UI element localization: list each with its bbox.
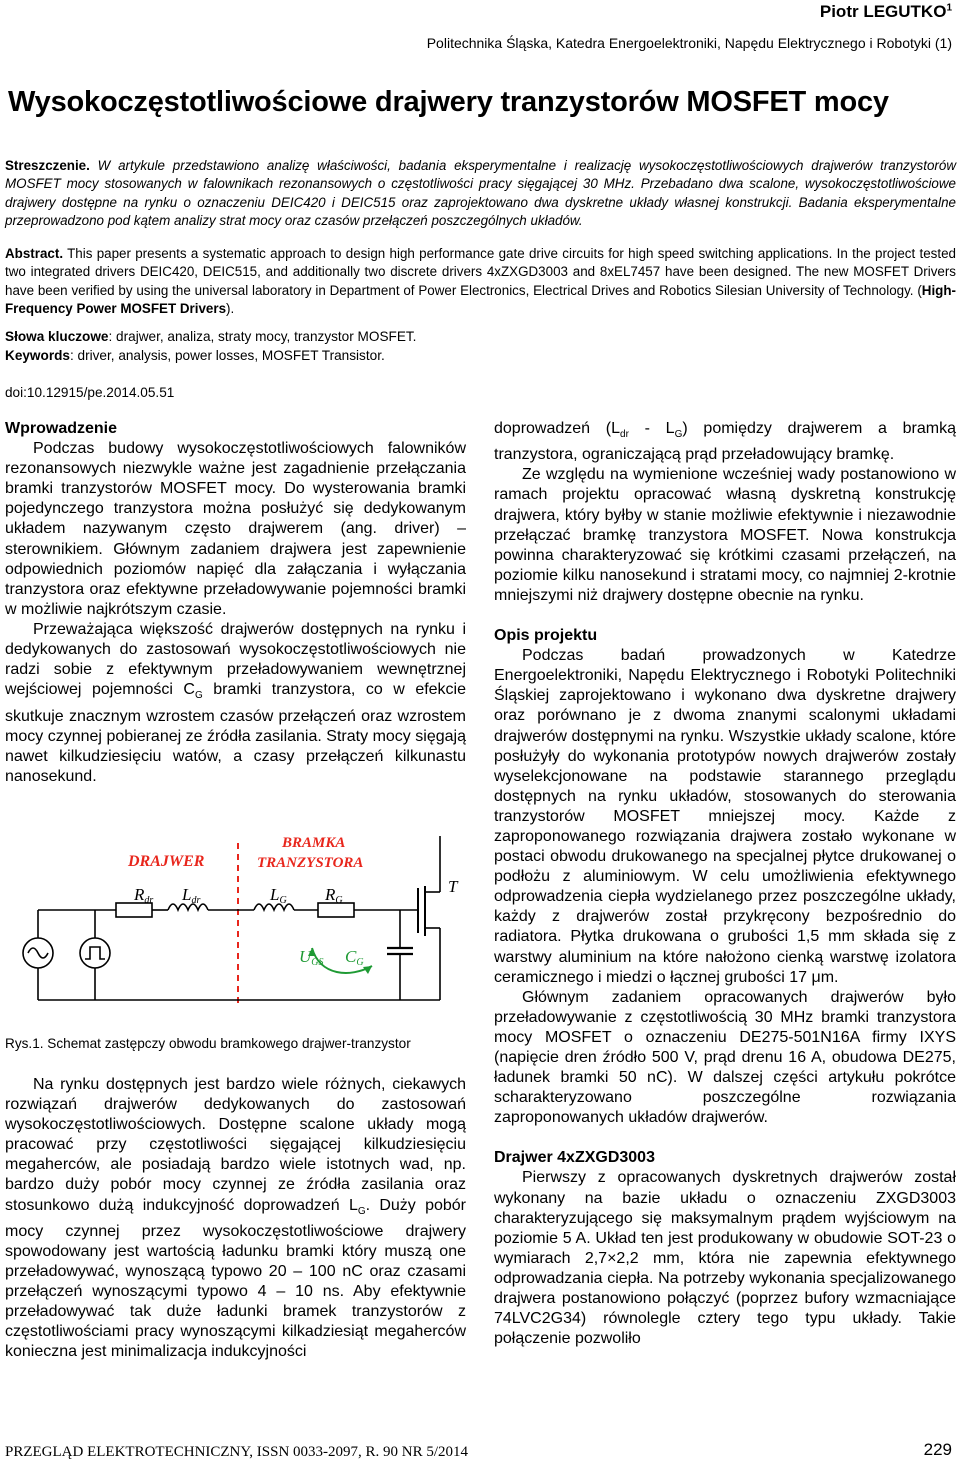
section-heading-opis: Opis projektu (494, 627, 598, 645)
label-tranzystora: TRANZYSTORA (257, 855, 364, 871)
paragraph-opis-1: Podczas badań prowadzonych w Katedrze Energoelektroniki, Napędu Elektrycznego i Robotyki Politechniki Śląskiej zaprojektowano i wykonano dwa dyskretne drajwery oraz porównano je z dwoma znanymi scalonymi układami drajwerów dostępnymi na rynku. Wszystkie układy scalone, które posłużyły do wykonania prototypów nowych drajwerów zostały wyselekcjonowane na podstawie starannego przeglądu dostępnych na rynku układów, stosowanych do sterowania tranzystorów MOSFET mniejszej mocy. Każde z zaproponowanego rozwiązania drajwera zostało wykonane w postaci obwodu drukowanego na specjalnej płytce drukowanej o podłożu z aluminiowym. W celu umożliwienia efektywnego odprowadzenia ciepła wydzielanego przez poszczególne układy, każdy z drajwerów został przykręcony bezpośrednio do radiatora. Płytka drukowana o grubości 1,5 mm składa się z warstwy aluminium na które nałożono cienką warstwę izolatora ceramicznego i miedzi o łącznej grubości 17 μm. (494, 647, 956, 986)
keywords-polish: Słowa kluczowe: drajwer, analiza, straty mocy, tranzystor MOSFET. (5, 329, 417, 344)
paragraph-market: Na rynku dostępnych jest bardzo wiele różnych, ciekawych rozwiązań drajwerów dedykowanych do zastosowań wysokoczęstotliwościowych. Dostępne scalone układy mogą pracować przy częstotliwości sięgającej kilkudziesięciu megaherców, ale posiadają bardzo wiele istotnych wad, np. bardzo duży pobór mocy czynnej ze źródła zasilania oraz stosunkowo dużą indukcyjność doprowadzeń $L_G$. Duży pobór mocy czynnej przez wysokoczęstotliwościowe drajwery spowodowany jest wartością ładunku bramki który muszą one przeładowywać, wynoszącą typowo 20 – 100 nC oraz czasami przełączeń wynoszącymi typowo 4 – 10 ns. Aby efektywnie przeładowywać tak duże ładunki bramek tranzystorów z częstotliwościami pracy wynoszącymi kilkadziesiąt megaherców konieczna jest minimalizacja indukcyjności (5, 1076, 466, 1361)
label-drajwer: DRAJWER (128, 853, 205, 870)
label-lg: LG (270, 885, 287, 906)
label-bramka: BRAMKA (282, 835, 346, 851)
inductor-lg (254, 904, 294, 910)
paper-title: Wysokoczęstotliwościowe drajwery tranzystorów MOSFET mocy (8, 86, 889, 118)
abstract-english: Abstract. This paper presents a systematic approach to design high performance gate drive circuits for high speed switching applications. In the project tested two integrated drivers DEIC420, DEIC515, and additionally two discrete drivers 4xZXGD3003 and 8xEL7457 have been designed. The new MOSFET Drivers have been verified by using the universal laboratory in Department of Power Electronics, Electrical Drives and Robotics Silesian University of Technology. (High-Frequency Power MOSFET Drivers). (5, 246, 956, 316)
label-rdr: Rdr (134, 885, 154, 906)
figure-caption: Rys.1. Schemat zastępczy obwodu bramkowego drajwer-tranzystor (5, 1036, 411, 1051)
journal-footer: PRZEGLĄD ELEKTROTECHNICZNY, ISSN 0033-2097, R. 90 NR 5/2014 (5, 1444, 469, 1460)
label-rg: RG (325, 885, 343, 906)
label-t: T (448, 877, 458, 896)
section-heading-intro: Wprowadzenie (5, 420, 118, 437)
inductor-ldr (168, 904, 208, 910)
paragraph-zxgd: Pierwszy z opracowanych dyskretnych drajwerów został wykonany na bazie układu o oznaczeniu ZXGD3003 charakteryzującego się maksymalnym prądem wyjściowym na poziomie 5 A. Układ ten jest produkowany w obudowie SOT-23 o wymiarach 2,7×2,2 mm, która nie zapewnia efektywnego odprowadzania ciepła. Na potrzeby wykonania specjalizowanego drajwera postanowiono połączyć (poprzez bufory wzmacniające 74LVC2G34) równolegle cztery tego typu układy. Takie połączenie pozwoliło (494, 1169, 956, 1348)
left-column-lower (5, 1075, 466, 1363)
author-name: Piotr LEGUTKO$^1$ (819, 2, 952, 21)
paragraph-decision: Ze względu na wymienione wcześniej wady postanowiono w ramach projektu opracować własną dyskretną konstrukcję drajwera, który byłby w stanie możliwie efektywnie i niezawodnie przełączać bramkę tranzystora MOSFET. Nowa konstrukcja powinna charakteryzować się krótkimi czasami przełączeń, na poziomie kilku nanosekund i stratami mocy, co najmniej 2-krotnie mniejszymi niż drajwery dostępne obecnie na rynku. (494, 466, 956, 604)
doi: doi:10.12915/pe.2014.05.51 (5, 385, 175, 400)
page-number: 229 (923, 1440, 952, 1459)
author-affiliation: Politechnika Śląska, Katedra Energoelektroniki, Napędu Elektrycznego i Robotyki (1) (426, 35, 952, 51)
paragraph-opis-2: Głównym zadaniem opracowanych drajwerów było przeładowywanie z częstotliwością 30 MHz bramki tranzystora mocy MOSFET o oznaczeniu DE275-501N16A firmy IXYS (napięcie dren źródło 500 V, prąd drenu 16 A, obudowa DE275, ładunek bramki 50 nC). W dalszej części artykułu pokrótce scharakteryzowano poszczególne rozwiązania zaproponowanych układów drajwerów. (494, 988, 956, 1127)
intro-paragraph-2: Przeważająca większość drajwerów dostępnych na rynku i dedykowanych do zastosowań wysokoczęstotliwościowych nie radzi sobie z efektywnym przeładowywaniem wewnętrznej wejściowej pojemności $C_G$ bramki tranzystora, co w efekcie skutkuje znacznym wzrostem czasów przełączeń oraz wzrostem mocy czynnej pobieranej ze źródła zasilania. Straty mocy sięgają nawet kilkudziesięciu watów, a czasy przełączeń kilkunastu nanosekund. (5, 620, 467, 785)
abstract-polish: Streszczenie. W artykule przedstawiono analizę właściwości, badania eksperymentalne i realizację wysokoczęstotliwościowych drajwerów tranzystorów MOSFET mocy stosowanych w falownikach rezonansowych o częstotliwości pracy sięgającej 30 MHz. Przebadano dwa scalone, wysokoczęstotliwościowe drajwery dostępne na rynku o oznaczeniu DEIC420 i DEIC515 oraz zaprojektowano dwa dyskretne układy własnej konstrukcji. Badania eksperymentalne przeprowadzono pod kątem analizy strat mocy oraz czasów przełączeń poszczególnych układów. (5, 158, 956, 228)
label-ldr: Ldr (182, 885, 201, 906)
paragraph-leads: doprowadzeń $(L_{dr} - L_G)$ pomiędzy drajwerem a bramką tranzystora, ograniczającą prąd przeładowujący bramkę. (494, 420, 956, 464)
label-ugs: UGS (299, 947, 324, 968)
intro-paragraph-1: Podczas budowy wysokoczęstotliwościowych falowników rezonansowych niezwykle ważne jest zagadnienie przełączania bramki tranzystorów MOSFET mocy. Do wysterowania bramki pojedynczego tranzystora można posłużyć się dedykowanym układem nazywanym często drajwerem (ang. driver) – sterownikiem. Głównym zadaniem drajwera jest zapewnienie odpowiednich poziomów napięć dla załączania i wyłączania tranzystora oraz efektywne przeładowywanie pojemności bramki w możliwie najkrótszym czasie. (5, 440, 466, 618)
label-cg: CG (345, 947, 364, 968)
right-column (494, 419, 956, 1349)
gate-circuit-schematic (20, 828, 465, 1024)
left-column-intro (5, 419, 466, 787)
keywords-english: Keywords: driver, analysis, power losses, MOSFET Transistor. (5, 348, 385, 363)
section-heading-zxgd: Drajwer 4xZXGD3003 (494, 1149, 655, 1167)
pulse-source (80, 938, 110, 968)
